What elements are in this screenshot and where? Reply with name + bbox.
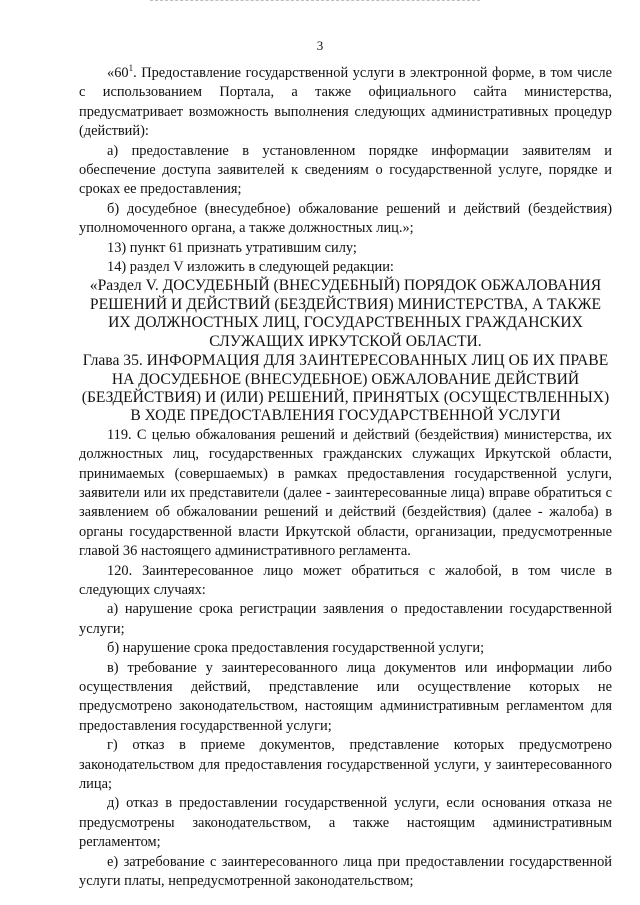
paragraph-13: 13) пункт 61 признать утратившим силу; — [107, 239, 357, 256]
paragraph-60-1-a: а) предоставление в установленном порядке информации заявителям и обеспечение доступа заявителей к сведениям о государственной услуге, порядке и сроках ее предоставления; — [79, 142, 612, 198]
paragraph-60-1 — [79, 64, 612, 142]
paragraph-60-1-text: . Предоставление государственной услуги в электронной форме, в том числе с использованием Портала, а также официального сайта министерства, предусматривает возможность выполнения следующих административных процедур (действий): — [79, 65, 612, 140]
paragraph-60-1-superscript: 1 — [128, 63, 134, 74]
document-body — [79, 64, 612, 891]
paragraph-120: 120. Заинтересованное лицо может обратиться с жалобой, в том числе в следующих случаях: — [79, 562, 612, 598]
paragraph-120-e: е) затребование с заинтересованного лица при предоставлении государственной услуги платы, непредусмотренной законодательством; — [79, 853, 612, 890]
paragraph-120-b: б) нарушение срока предоставления государственной услуги; — [107, 640, 485, 657]
paragraph-119: 119. С целью обжалования решений и действий (бездействия) министерства, их должностных лиц, государственных гражданских служащих Иркутской области, принимаемых (совершаемых) в рамках предоставления государственной услуги, заявители или их представители (далее - заинтересованные лица) вправе обратиться с заявлением об обжаловании решений и действий (бездействия) (далее - жалоба) в органы государственной власти Иркутской области, организации, предусмотренные главой 36 настоящего административного регламента. — [79, 426, 612, 560]
scan-top-edge — [150, 0, 480, 1]
paragraph-120-g: г) отказ в приеме документов, представление которых предусмотрено законодательством для предоставления государственной услуги, у заинтересованного лица; — [79, 737, 612, 793]
section-v-title: «Раздел V. ДОСУДЕБНЫЙ (ВНЕСУДЕБНЫЙ) ПОРЯДОК ОБЖАЛОВАНИЯ РЕШЕНИЙ И ДЕЙСТВИЙ (БЕЗДЕЙСТВИЯ) МИНИСТЕРСТВА, А ТАКЖЕ ИХ ДОЛЖНОСТНЫХ ЛИЦ, ГОСУДАРСТВЕННЫХ ГРАЖДАНСКИХ СЛУЖАЩИХ ИРКУТСКОЙ ОБЛАСТИ. — [89, 277, 602, 350]
paragraph-14: 14) раздел V изложить в следующей редакции: — [107, 259, 394, 276]
paragraph-60-1-b: б) досудебное (внесудебное) обжалование решений и действий (бездействия) уполномоченного органа, а также должностных лиц.»; — [79, 200, 612, 237]
chapter-35-title: Глава 35. ИНФОРМАЦИЯ ДЛЯ ЗАИНТЕРЕСОВАННЫХ ЛИЦ ОБ ИХ ПРАВЕ НА ДОСУДЕБНОЕ (ВНЕСУДЕБНОЕ) ОБЖАЛОВАНИЕ ДЕЙСТВИЙ (БЕЗДЕЙСТВИЯ) И (ИЛИ) РЕШЕНИЙ, ПРИНЯТЫХ (ОСУЩЕСТВЛЕННЫХ) В ХОДЕ ПРЕДОСТАВЛЕНИЯ ГОСУДАРСТВЕННОЙ УСЛУГИ — [81, 352, 610, 425]
paragraph-120-v: в) требование у заинтересованного лица документов или информации либо осуществления действий, представление или осуществление которых не предусмотрено законодательством, настоящим административным регламентом для предоставления государственной услуги; — [79, 659, 612, 734]
paragraph-60-1-number: «60 — [107, 65, 129, 81]
page-number: 3 — [316, 38, 324, 53]
paragraph-120-a: а) нарушение срока регистрации заявления о предоставлении государственной услуги; — [79, 601, 612, 637]
paragraph-120-d: д) отказ в предоставлении государственной услуги, если основания отказа не предусмотрены законодательством, а также настоящим административным регламентом; — [79, 795, 612, 851]
